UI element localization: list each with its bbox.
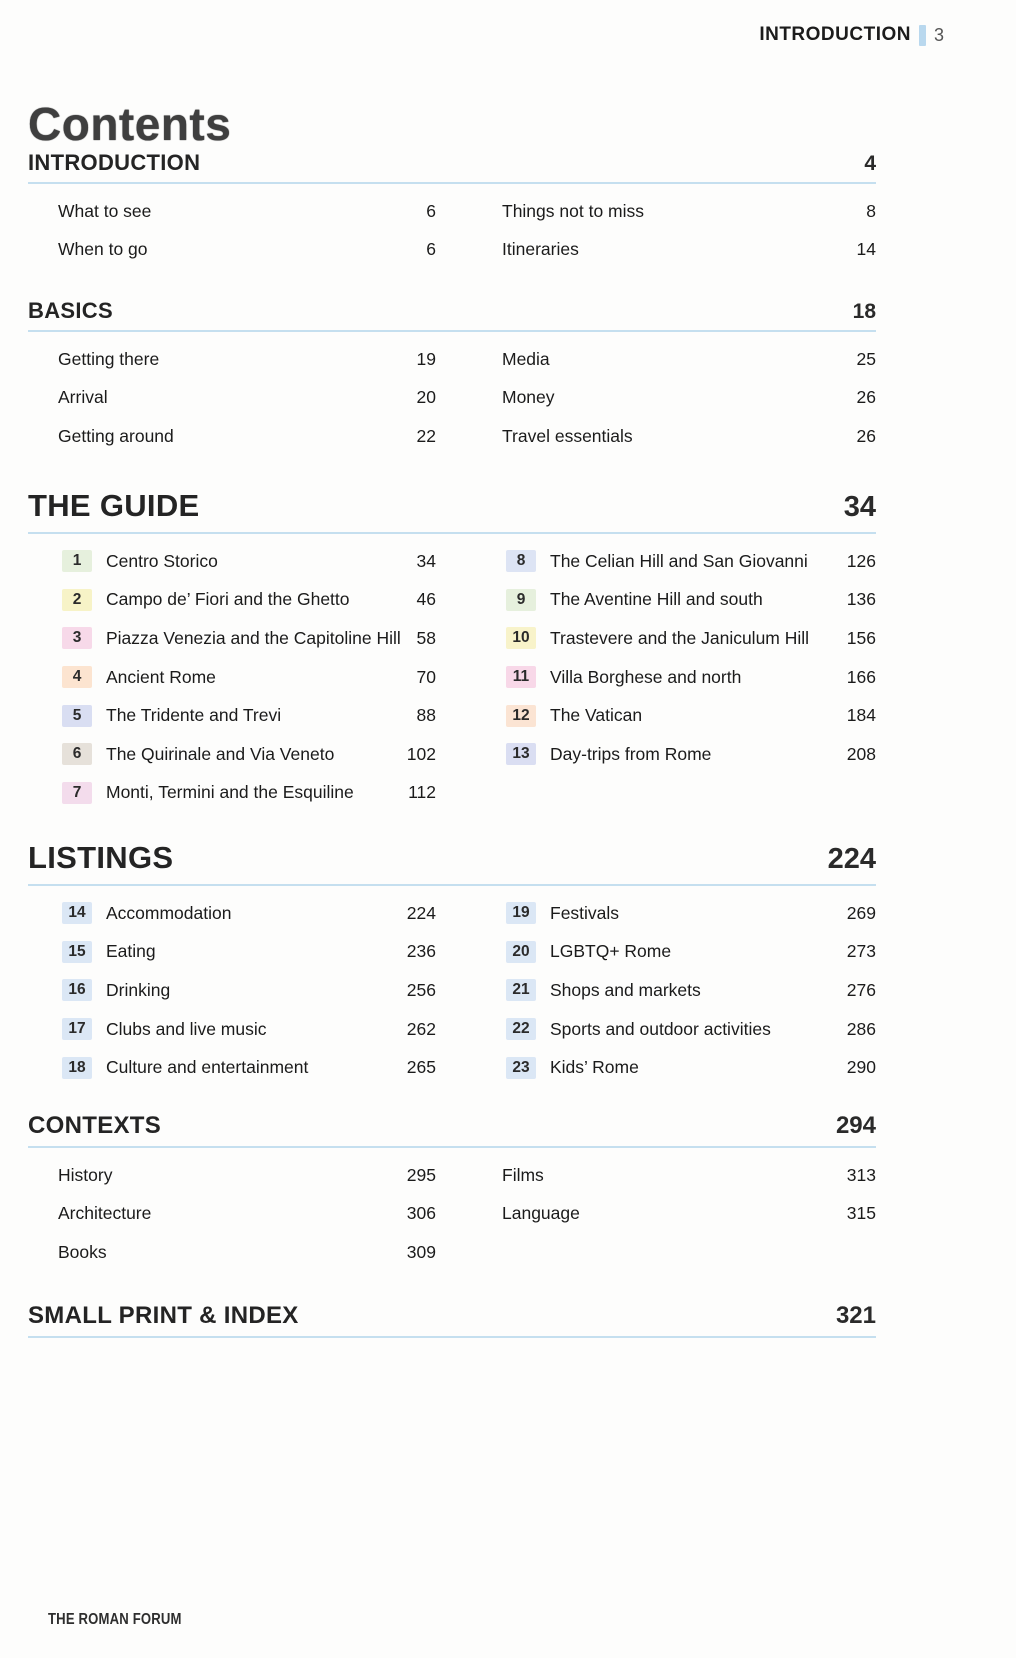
toc-entry-page: 273 bbox=[846, 941, 876, 962]
toc-entry-page: 25 bbox=[856, 348, 876, 369]
toc-entry-label: The Aventine Hill and south bbox=[550, 589, 763, 610]
toc-entry-page: 256 bbox=[406, 979, 436, 1000]
toc-entry-page: 315 bbox=[846, 1203, 876, 1224]
toc-entry-page: 126 bbox=[846, 550, 876, 571]
section-the-guide bbox=[28, 488, 876, 812]
chapter-number-badge: 21 bbox=[506, 979, 536, 1001]
page-title: Contents bbox=[28, 97, 232, 150]
toc-entry-page: 6 bbox=[426, 200, 436, 221]
section-page-number: 34 bbox=[843, 491, 876, 523]
section-underline bbox=[28, 1146, 876, 1148]
section-heading: CONTEXTS bbox=[28, 1112, 162, 1139]
section-header bbox=[28, 1112, 876, 1140]
toc-column-left bbox=[28, 1156, 436, 1272]
section-introduction bbox=[28, 150, 876, 269]
toc-entry-label: Language bbox=[502, 1203, 580, 1224]
toc-entry bbox=[28, 774, 436, 813]
section-underline bbox=[28, 1336, 876, 1338]
toc-column-right bbox=[500, 542, 876, 812]
toc-entry-label: Drinking bbox=[106, 979, 171, 1000]
toc-entry bbox=[500, 542, 876, 581]
toc-entry bbox=[28, 1156, 436, 1195]
toc-entry-label: LGBTQ+ Rome bbox=[550, 941, 672, 962]
chapter-number-badge: 19 bbox=[506, 902, 536, 924]
toc-entry-page: 8 bbox=[866, 200, 876, 221]
toc-entry-label: Travel essentials bbox=[502, 425, 633, 446]
toc-entry-page: 14 bbox=[856, 239, 876, 260]
section-heading: LISTINGS bbox=[28, 840, 174, 875]
toc-entry-page: 309 bbox=[406, 1241, 436, 1262]
section-columns bbox=[28, 340, 876, 456]
toc-entry-label: Films bbox=[502, 1164, 544, 1185]
toc-entry bbox=[500, 1048, 876, 1087]
toc-entry-page: 34 bbox=[416, 550, 436, 571]
toc-entry-page: 295 bbox=[406, 1164, 436, 1185]
section-page-number: 224 bbox=[827, 843, 876, 875]
toc-column-right bbox=[500, 1156, 876, 1272]
toc-entry-page: 265 bbox=[406, 1057, 436, 1078]
toc-entry bbox=[500, 1156, 876, 1195]
toc-entry bbox=[500, 192, 876, 231]
toc-entry-page: 286 bbox=[846, 1018, 876, 1039]
chapter-number-badge: 9 bbox=[506, 589, 536, 611]
section-heading: THE GUIDE bbox=[28, 488, 200, 523]
toc-column-left bbox=[28, 894, 436, 1087]
section-underline bbox=[28, 532, 876, 534]
chapter-number-badge: 14 bbox=[62, 902, 92, 924]
toc-entry-label: Centro Storico bbox=[106, 550, 218, 571]
chapter-number-badge: 5 bbox=[62, 705, 92, 727]
toc-entry-page: 70 bbox=[416, 666, 436, 687]
chapter-number-badge: 3 bbox=[62, 627, 92, 649]
toc-entry bbox=[500, 340, 876, 379]
section-contexts bbox=[28, 1112, 876, 1272]
toc-entry-page: 19 bbox=[416, 348, 436, 369]
toc-entry-label: Ancient Rome bbox=[106, 666, 216, 687]
toc-entry-page: 88 bbox=[416, 705, 436, 726]
toc-entry bbox=[28, 619, 436, 658]
section-columns bbox=[28, 894, 876, 1087]
toc-entry-label: Clubs and live music bbox=[106, 1018, 267, 1039]
toc-entry-label: When to go bbox=[58, 239, 148, 260]
chapter-number-badge: 17 bbox=[62, 1018, 92, 1040]
section-underline bbox=[28, 884, 876, 886]
toc-entry bbox=[28, 192, 436, 231]
section-columns bbox=[28, 192, 876, 269]
toc-entry-label: Media bbox=[502, 348, 550, 369]
toc-entry bbox=[28, 658, 436, 697]
toc-entry-label: History bbox=[58, 1164, 113, 1185]
section-columns bbox=[28, 1156, 876, 1272]
toc-entry-page: 166 bbox=[846, 666, 876, 687]
toc-entry-label: The Quirinale and Via Veneto bbox=[106, 743, 335, 764]
section-listings bbox=[28, 840, 876, 1087]
toc-entry bbox=[500, 894, 876, 933]
toc-column-left bbox=[28, 340, 436, 456]
chapter-number-badge: 11 bbox=[506, 666, 536, 688]
toc-entry bbox=[500, 417, 876, 456]
toc-entry-label: Kids’ Rome bbox=[550, 1057, 639, 1078]
toc-column-right bbox=[500, 192, 876, 269]
toc-entry bbox=[500, 619, 876, 658]
section-basics bbox=[28, 298, 876, 456]
toc-entry-label: Itineraries bbox=[502, 239, 579, 260]
chapter-number-badge: 12 bbox=[506, 705, 536, 727]
toc-entry-label: Accommodation bbox=[106, 902, 232, 923]
toc-entry bbox=[500, 1195, 876, 1234]
toc-entry bbox=[500, 231, 876, 270]
toc-entry-page: 156 bbox=[846, 627, 876, 648]
chapter-number-badge: 7 bbox=[62, 782, 92, 804]
toc-entry-label: Arrival bbox=[58, 387, 108, 408]
toc-entry-label: The Tridente and Trevi bbox=[106, 705, 282, 726]
toc-entry-label: Things not to miss bbox=[502, 200, 644, 221]
toc-entry bbox=[500, 933, 876, 972]
toc-entry-page: 26 bbox=[856, 387, 876, 408]
toc-entry bbox=[28, 1048, 436, 1087]
toc-entry-page: 262 bbox=[406, 1018, 436, 1039]
section-heading: SMALL PRINT & INDEX bbox=[28, 1302, 299, 1329]
toc-entry-label: Culture and entertainment bbox=[106, 1057, 309, 1078]
chapter-number-badge: 4 bbox=[62, 666, 92, 688]
section-page-number: 18 bbox=[852, 300, 876, 323]
chapter-number-badge: 10 bbox=[506, 627, 536, 649]
toc-entry bbox=[500, 1010, 876, 1049]
toc-entry-label: Day-trips from Rome bbox=[550, 743, 712, 764]
toc-entry-page: 112 bbox=[408, 782, 436, 803]
toc-entry-label: Piazza Venezia and the Capitoline Hill bbox=[106, 627, 401, 648]
toc-entry-page: 6 bbox=[426, 239, 436, 260]
toc-entry-label: Trastevere and the Janiculum Hill bbox=[550, 627, 810, 648]
section-header bbox=[28, 488, 876, 524]
running-header-page-number: 3 bbox=[933, 24, 944, 45]
toc-entry-label: Campo de’ Fiori and the Ghetto bbox=[106, 589, 350, 610]
running-header-title: INTRODUCTION bbox=[759, 24, 911, 45]
toc-entry bbox=[28, 971, 436, 1010]
toc-entry bbox=[28, 696, 436, 735]
toc-entry-page: 22 bbox=[416, 425, 436, 446]
section-page-number: 4 bbox=[864, 152, 876, 175]
chapter-number-badge: 15 bbox=[62, 941, 92, 963]
toc-entry-label: Money bbox=[502, 387, 555, 408]
header-divider-bar bbox=[919, 25, 926, 46]
toc-entry-page: 20 bbox=[416, 387, 436, 408]
toc-entry-page: 290 bbox=[846, 1057, 876, 1078]
toc-entry bbox=[28, 379, 436, 418]
toc-entry bbox=[28, 1010, 436, 1049]
toc-column-left bbox=[28, 542, 436, 812]
toc-entry bbox=[28, 1233, 436, 1272]
toc-entry-label: Shops and markets bbox=[550, 979, 701, 1000]
running-header bbox=[759, 24, 944, 46]
toc-column-left bbox=[28, 192, 436, 269]
toc-entry bbox=[28, 894, 436, 933]
toc-entry-page: 236 bbox=[406, 941, 436, 962]
toc-entry-label: Books bbox=[58, 1241, 107, 1262]
section-heading: BASICS bbox=[28, 298, 113, 323]
toc-entry bbox=[500, 379, 876, 418]
toc-entry-label: Getting there bbox=[58, 348, 160, 369]
toc-entry bbox=[28, 933, 436, 972]
section-heading: INTRODUCTION bbox=[28, 150, 201, 175]
section-page-number: 294 bbox=[835, 1112, 876, 1139]
toc-entry-label: Villa Borghese and north bbox=[550, 666, 742, 687]
toc-entry bbox=[500, 658, 876, 697]
section-underline bbox=[28, 330, 876, 332]
toc-entry bbox=[28, 231, 436, 270]
section-small-print-index bbox=[28, 1302, 876, 1346]
toc-entry-label: Monti, Termini and the Esquiline bbox=[106, 782, 354, 803]
toc-entry-page: 306 bbox=[406, 1203, 436, 1224]
chapter-number-badge: 2 bbox=[62, 589, 92, 611]
toc-entry bbox=[28, 735, 436, 774]
toc-entry-page: 58 bbox=[416, 627, 436, 648]
section-header bbox=[28, 298, 876, 324]
chapter-number-badge: 16 bbox=[62, 979, 92, 1001]
toc-column-right bbox=[500, 340, 876, 456]
section-page-number: 321 bbox=[835, 1302, 876, 1329]
section-underline bbox=[28, 182, 876, 184]
section-header bbox=[28, 150, 876, 176]
toc-entry-label: Eating bbox=[106, 941, 156, 962]
chapter-number-badge: 8 bbox=[506, 550, 536, 572]
chapter-number-badge: 1 bbox=[62, 550, 92, 572]
section-columns bbox=[28, 542, 876, 812]
toc-entry-label: Architecture bbox=[58, 1203, 152, 1224]
toc-entry-page: 102 bbox=[406, 743, 436, 764]
toc-entry-page: 136 bbox=[846, 589, 876, 610]
toc-entry-page: 26 bbox=[856, 425, 876, 446]
toc-entry bbox=[500, 581, 876, 620]
toc-entry-page: 184 bbox=[846, 705, 876, 726]
toc-entry bbox=[28, 417, 436, 456]
toc-entry bbox=[500, 971, 876, 1010]
toc-entry-label: Getting around bbox=[58, 425, 174, 446]
toc-entry-label: Festivals bbox=[550, 902, 620, 923]
chapter-number-badge: 20 bbox=[506, 941, 536, 963]
toc-entry-label: The Vatican bbox=[550, 705, 643, 726]
toc-entry-label: Sports and outdoor activities bbox=[550, 1018, 771, 1039]
toc-entry bbox=[28, 340, 436, 379]
chapter-number-badge: 18 bbox=[62, 1057, 92, 1079]
toc-entry bbox=[28, 581, 436, 620]
toc-entry-page: 313 bbox=[846, 1164, 876, 1185]
toc-entry-page: 46 bbox=[416, 589, 436, 610]
toc-entry-label: The Celian Hill and San Giovanni bbox=[550, 550, 808, 571]
section-header bbox=[28, 1302, 876, 1330]
toc-entry-page: 269 bbox=[846, 902, 876, 923]
chapter-number-badge: 23 bbox=[506, 1057, 536, 1079]
chapter-number-badge: 6 bbox=[62, 743, 92, 765]
chapter-number-badge: 22 bbox=[506, 1018, 536, 1040]
photo-caption: THE ROMAN FORUM bbox=[48, 1611, 182, 1628]
toc-entry-page: 276 bbox=[846, 979, 876, 1000]
toc-entry-page: 224 bbox=[406, 902, 436, 923]
toc-entry-page: 208 bbox=[846, 743, 876, 764]
toc-entry-label: What to see bbox=[58, 200, 152, 221]
section-header bbox=[28, 840, 876, 876]
toc-entry bbox=[500, 735, 876, 774]
toc-entry bbox=[500, 696, 876, 735]
toc-entry bbox=[28, 1195, 436, 1234]
chapter-number-badge: 13 bbox=[506, 743, 536, 765]
toc-column-right bbox=[500, 894, 876, 1087]
toc-entry bbox=[28, 542, 436, 581]
